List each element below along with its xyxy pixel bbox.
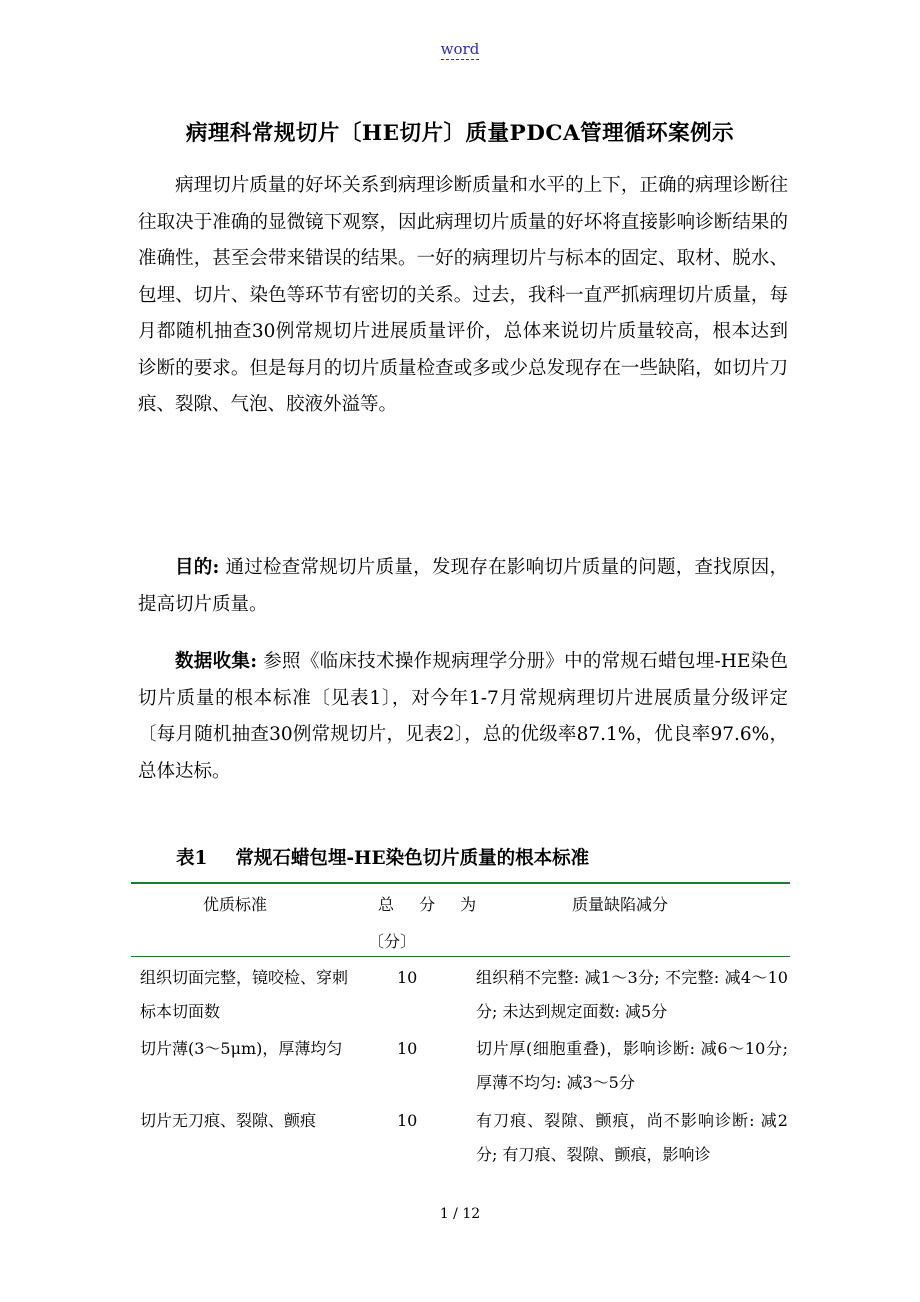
table-number: 表1 <box>176 848 208 869</box>
table-caption <box>176 844 589 870</box>
table-cell-deduction: 有刀痕、裂隙、颤痕，尚不影响诊断: 减2分; 有刀痕、裂隙、颤痕，影响诊 <box>476 1111 788 1164</box>
table-caption-text: 常规石蜡包埋-HE染色切片质量的根本标准 <box>235 848 590 869</box>
table-header-score: 总 分 为 <box>378 895 487 914</box>
table-top-rule <box>131 882 790 884</box>
table-header-score-unit: 〔分〕 <box>368 932 417 951</box>
purpose-label: 目的: <box>175 557 220 578</box>
table-cell-score: 10 <box>397 1039 418 1058</box>
purpose-text: 通过检查常规切片质量，发现存在影响切片质量的问题，查找原因，提高切片质量。 <box>138 557 788 615</box>
table-cell-standard: 切片无刀痕、裂隙、颤痕 <box>140 1111 317 1130</box>
table-cell-standard: 切片薄(3～5μm)，厚薄均匀 <box>140 1039 343 1058</box>
table-cell-score: 10 <box>397 1111 418 1130</box>
document-title: 病理科常规切片〔HE切片〕质量PDCA管理循环案例示 <box>185 121 735 146</box>
table-cell-standard: 组织切面完整，镜咬检、穿刺标本切面数 <box>140 968 349 1021</box>
table-cell-score: 10 <box>397 968 418 987</box>
header-label[interactable]: word <box>440 40 480 58</box>
document-header <box>0 40 920 58</box>
table-cell-deduction: 切片厚(细胞重叠)，影响诊断: 减6～10分; 厚薄不均匀: 减3～5分 <box>476 1039 788 1092</box>
intro-text: 病理切片质量的好坏关系到病理诊断质量和水平的上下，正确的病理诊断往往取决于准确的显微镜下观察，因此病理切片质量的好坏将直接影响诊断结果的准确性，甚至会带来错误的结果。一好的病理切片与标本的固定、取材、脱水、包埋、切片、染色等环节有密切的关系。过去，我科一直严抓病理切片质量，每月都随机抽查30例常规切片进展质量评价，总体来说切片质量较高，根本达到诊断的要求。但是每月的切片质量检查或多或少总发现存在一些缺陷，如切片刀痕、裂隙、气泡、胶液外溢等。 <box>138 175 788 415</box>
purpose-paragraph <box>138 550 788 623</box>
data-collection-text: 参照《临床技术操作规病理学分册》中的常规石蜡包埋-HE染色切片质量的根本标准〔见表1〕，对今年1-7月常规病理切片进展质量分级评定〔每月随机抽查30例常规切片，见表2〕，总的优级率87.1%，优良率97.6%，总体达标。 <box>138 651 788 782</box>
table-header-standard: 优质标准 <box>203 895 268 914</box>
page-number: 1 / 12 <box>439 1206 481 1222</box>
table-header-deduction: 质量缺陷减分 <box>572 895 669 914</box>
intro-paragraph <box>138 168 788 424</box>
table-cell-deduction: 组织稍不完整: 减1～3分; 不完整: 减4～10分; 未达到规定面数: 减5分 <box>476 968 788 1021</box>
data-collection-label: 数据收集: <box>175 651 258 672</box>
data-collection-paragraph <box>138 644 788 790</box>
table-header-rule <box>131 956 790 957</box>
